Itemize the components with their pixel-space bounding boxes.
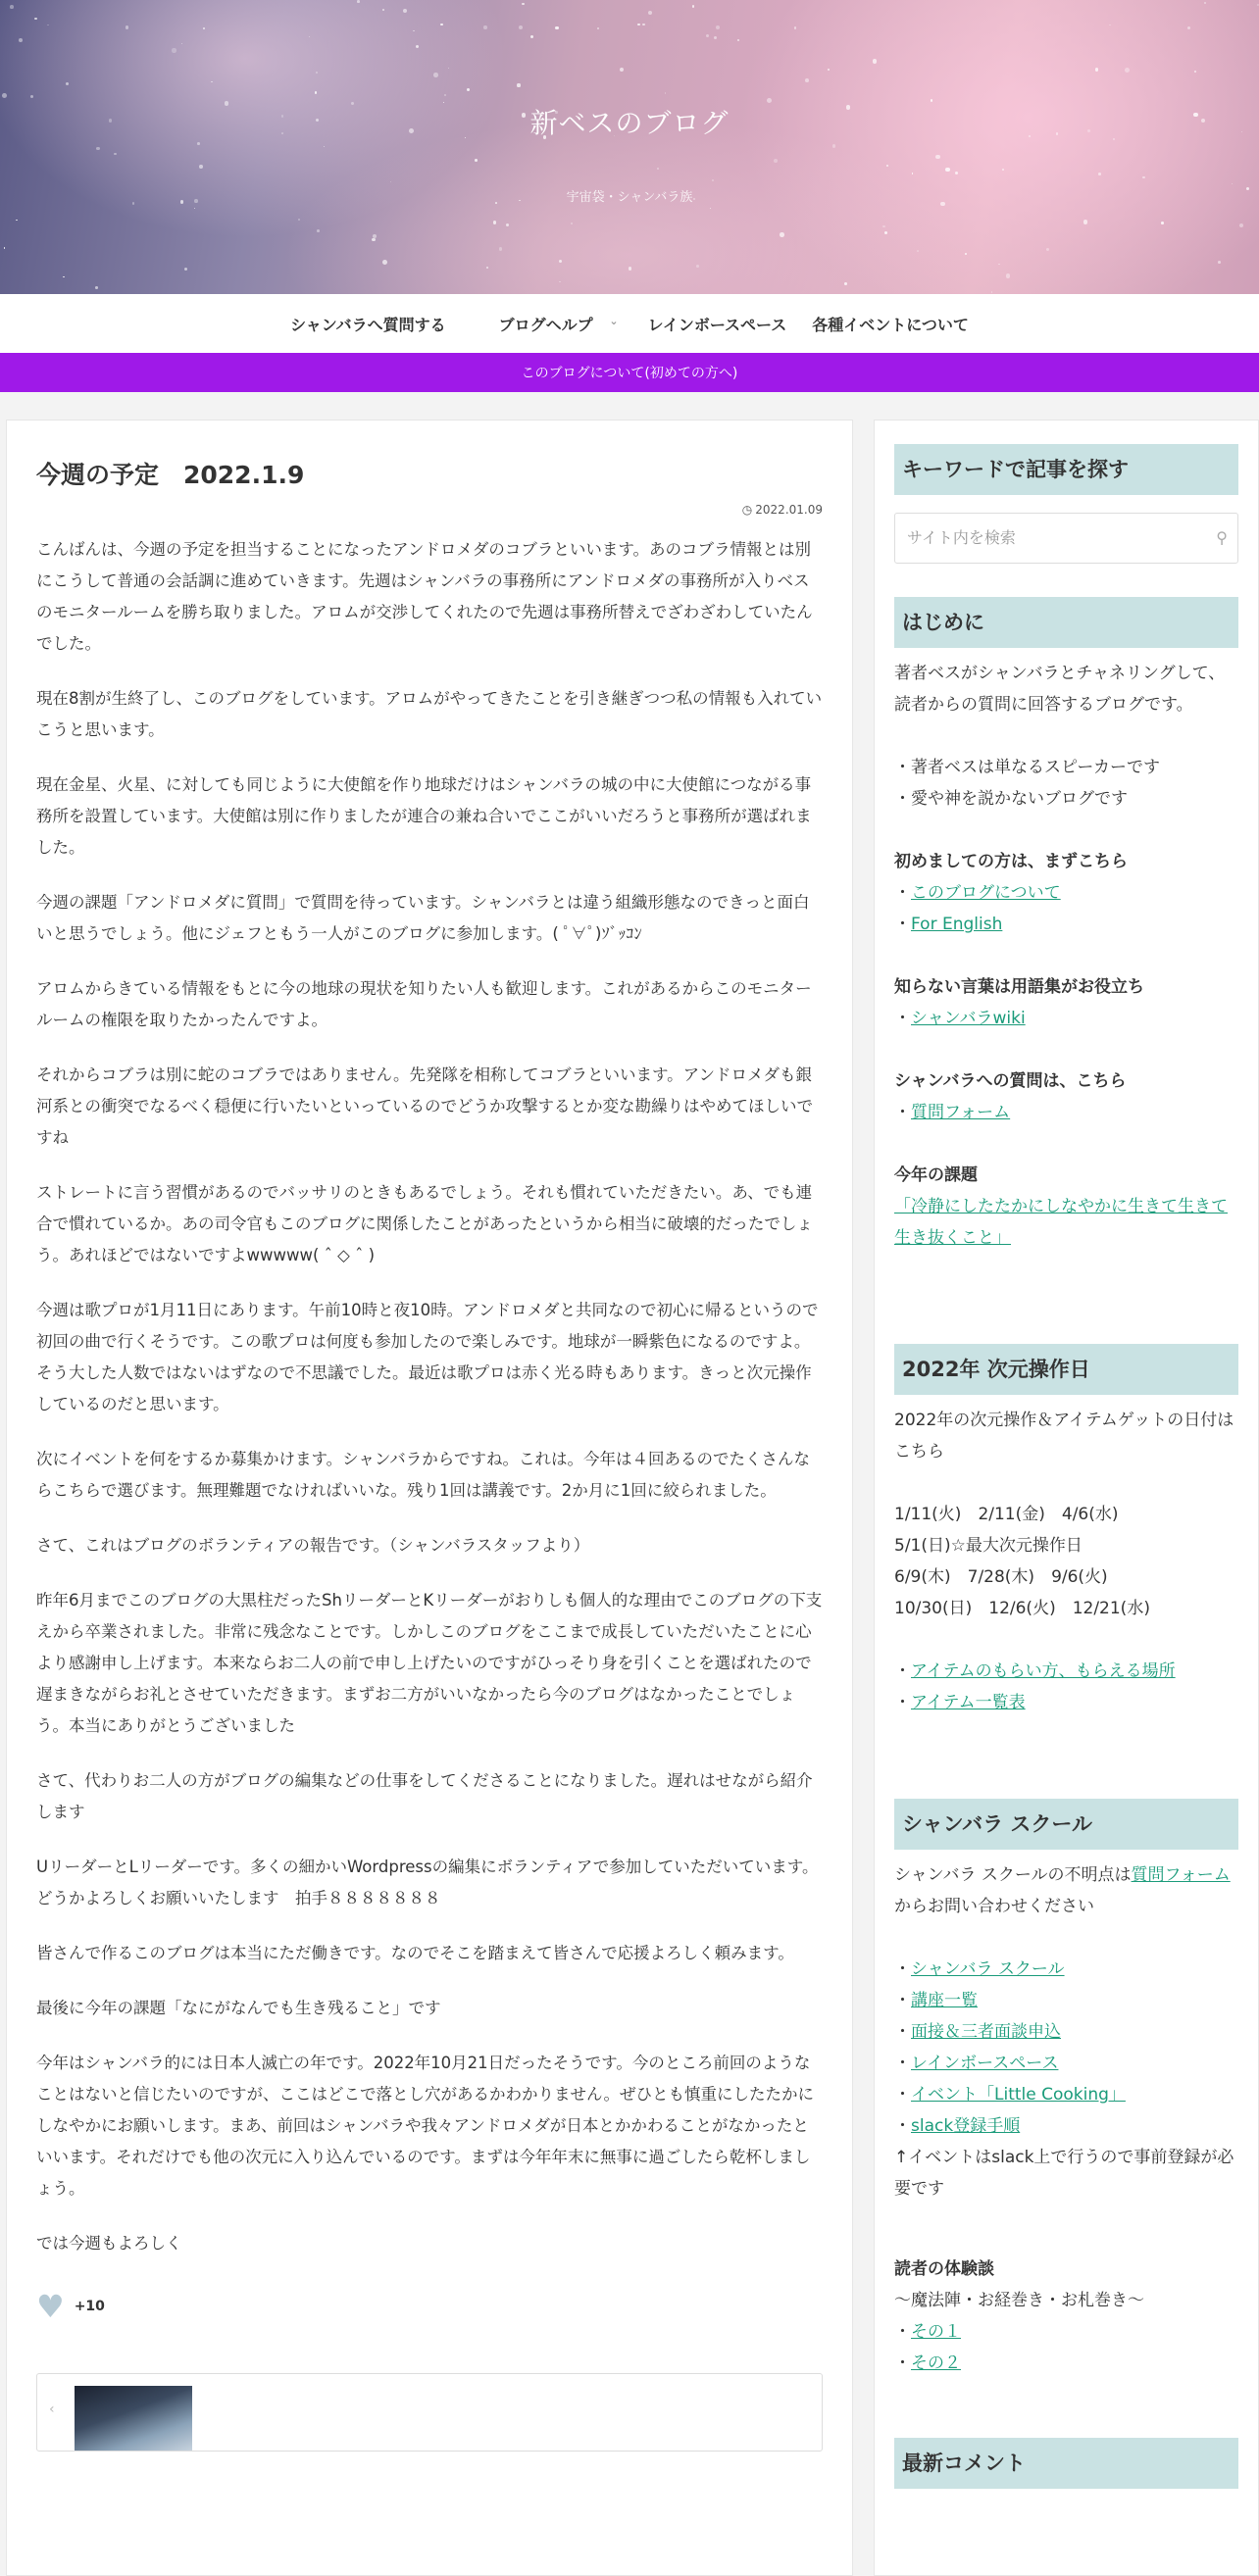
post-paragraph: さて、これはブログのボランティアの報告です。（シャンバラスタッフより） [36, 1536, 590, 1555]
related-post-thumbnail[interactable] [75, 2386, 192, 2452]
sparkle-dot [493, 221, 497, 224]
chevron-down-icon: ⌄ [609, 314, 619, 327]
sparkle-dot [991, 291, 992, 292]
search-placeholder: サイト内を検索 [907, 528, 1016, 547]
sparkle-dot [181, 43, 182, 44]
sparkle-dot [935, 155, 939, 159]
link-little-cooking[interactable]: イベント「Little Cooking」 [911, 2085, 1126, 2105]
sparkle-dot [597, 27, 599, 29]
sparkle-dot [448, 68, 449, 69]
link-course-list[interactable]: 講座一覧 [911, 1991, 978, 2010]
sparkle-dot [95, 286, 98, 289]
sparkle-dot [126, 25, 128, 28]
sparkle-dot [1095, 68, 1099, 72]
link-about-blog[interactable]: このブログについて [911, 883, 1061, 903]
dimension-date-row: 10/30(日) 12/6(火) 12/21(水) [894, 1599, 1150, 1618]
post-title: 今週の予定 2022.1.9 [36, 461, 305, 489]
sparkle-dot [648, 11, 653, 16]
sparkle-dot [710, 208, 711, 209]
sparkle-dot [737, 39, 739, 41]
like-button[interactable] [36, 2288, 823, 2325]
nav-item-events[interactable]: 各種イベントについて [812, 315, 969, 334]
reader-subheading: 〜魔法陣・お経巻き・お札巻き〜 [894, 2291, 1144, 2310]
sparkle-dot [47, 25, 49, 26]
sparkle-dot [716, 25, 721, 30]
sparkle-dot [642, 24, 644, 25]
sparkle-dot [1002, 169, 1004, 171]
post-paragraph: それからコブラは別に蛇のコブラではありません。先発隊を相称してコブラといいます。アンドロメダも銀河系との衝突でなるべく穏便に行いたいといっているのでどうか攻撃するとか変な勘繰りはやめてほしいですね [36, 1065, 813, 1147]
sparkle-dot [403, 9, 407, 13]
sparkle-dot [1204, 2, 1206, 4]
sparkle-dot [706, 34, 709, 37]
sparkle-dot [2, 93, 7, 98]
post-paragraph: 現在8割が生終了し、このブログをしています。アロムがやってきたことを引き継ぎつつ私の情報も入れていこうと思います。 [36, 689, 823, 739]
link-slack[interactable]: slack登録手順 [911, 2116, 1021, 2136]
link-question-form[interactable]: 質問フォーム [911, 1103, 1011, 1122]
school-text-post: からお問い合わせください [894, 1897, 1094, 1916]
sparkle-dot [475, 159, 478, 162]
link-shambhala-school[interactable]: シャンバラ スクール [911, 1959, 1065, 1979]
post-date [36, 503, 823, 517]
link-item-list[interactable]: アイテム一覧表 [911, 1693, 1026, 1712]
sparkle-dot [1232, 183, 1233, 184]
sparkle-dot [559, 281, 560, 282]
link-item-howto[interactable]: アイテムのもらい方、もらえる場所 [911, 1661, 1176, 1681]
widget-title-school: シャンバラ スクール [894, 1799, 1238, 1850]
post [7, 456, 852, 2452]
sparkle-dot [298, 219, 300, 221]
sparkle-dot [774, 159, 778, 163]
widget-title-search: キーワードで記事を探す [894, 444, 1238, 495]
sparkle-dot [530, 35, 533, 38]
sparkle-dot [316, 72, 318, 74]
sparkle-dot [912, 173, 914, 174]
sparkle-dot [96, 147, 100, 151]
sparkle-dot [486, 267, 488, 269]
sparkle-dot [416, 45, 419, 48]
sparkle-dot [517, 83, 520, 86]
sparkle-dot [433, 73, 438, 77]
sparkle-dot [211, 81, 213, 83]
related-post-card[interactable] [36, 2373, 823, 2452]
sparkle-dot [828, 69, 830, 71]
sparkle-dot [965, 253, 967, 255]
main-content [6, 420, 853, 2576]
nav-item-blog-help[interactable] [478, 313, 627, 335]
school-widget: シャンバラ スクールの不明点は質問フォームからお問い合わせください ・シャンバラ スクール ・講座一覧 ・面接＆三者面談申込 ・レインボースペース ・イベント「Little Cooking」 ・slack登録手順 ↑イベントはslack上で行うので事前登録が必要です 読者の体験談 〜魔法陣・お経巻き・お札巻き〜 ・その１ ・その２ [894, 1859, 1238, 2379]
sparkle-dot [30, 95, 33, 98]
sparkle-dot [184, 268, 188, 272]
search-icon[interactable]: ⚲ [1216, 528, 1228, 547]
post-paragraph: さて、代わりお二人の方がブログの編集などの仕事をしてくださることになりました。遅れはせながら紹介します [36, 1771, 813, 1821]
sparkle-dot [844, 282, 847, 285]
post-paragraph: UリーダーとLリーダーです。多くの細かいWordpressの編集にボランティアで参加していただいています。どうかよろしくお願いいたします 拍手８８８８８８８ [36, 1858, 819, 1907]
sparkle-dot [1161, 222, 1164, 224]
sparkle-dot [1083, 220, 1088, 224]
sparkle-dot [519, 25, 523, 29]
sparkle-dot [390, 181, 391, 182]
sparkle-dot [637, 24, 640, 26]
sparkle-dot [884, 231, 887, 234]
sparkle-dot [172, 48, 176, 52]
sparkle-dot [955, 172, 958, 174]
sparkle-dot [555, 26, 558, 29]
widget-title-recent-comments: 最新コメント [894, 2438, 1238, 2489]
sparkle-dot [873, 59, 877, 63]
sparkle-dot [10, 5, 14, 9]
post-body [36, 534, 823, 2259]
sparkle-dot [203, 27, 204, 28]
like-count: +10 [74, 2299, 105, 2314]
chevron-left-icon[interactable]: ‹ [49, 2402, 55, 2417]
sparkle-dot [506, 223, 509, 226]
dimension-text: 2022年の次元操作＆アイテムゲットの日付はこちら [894, 1411, 1234, 1461]
sparkle-dot [467, 88, 471, 92]
sparkle-dot [629, 267, 632, 271]
sparkle-dot [692, 5, 695, 8]
reader-heading: 読者の体験談 [894, 2259, 994, 2279]
sparkle-dot [357, 0, 360, 3]
sparkle-dot [63, 276, 65, 278]
sparkle-dot [309, 36, 310, 37]
sparkle-dot [444, 94, 446, 96]
sparkle-dot [34, 18, 36, 20]
sparkle-dot [917, 250, 919, 252]
dimension-date-row: 1/11(火) 2/11(金) 4/6(水) [894, 1505, 1119, 1524]
link-reader-2[interactable]: その２ [911, 2353, 961, 2373]
link-rainbow-space[interactable]: レインボースペース [911, 2054, 1059, 2073]
sparkle-dot [1006, 273, 1011, 278]
sparkle-dot [324, 146, 325, 147]
sparkle-dot [886, 165, 888, 167]
post-paragraph: 最後に今年の課題「なにがなんでも生き残ること」です [36, 1999, 441, 2017]
post-paragraph: 今年はシャンバラ的には日本人滅亡の年です。2022年10月21日だったそうです。今のところ前回のようなことはないと信じたいのですが、ここはどこで落とし穴があるかわかりません。ぜひとも慎重にしたたかにしなやかにお願いします。まあ、前回はシャンバラや我々アンドロメダが日本とかかわることがなかったといいます。それだけでも他の次元に入り込んでいるのです。まずは今年年末に無事に過ごしたら乾杯しましょう。 [36, 2054, 814, 2198]
sparkle-dot [1125, 68, 1130, 73]
sparkle-dot [620, 68, 624, 72]
sparkle-dot [194, 208, 195, 209]
sparkle-dot [114, 153, 117, 156]
widget-title-dimension: 2022年 次元操作日 [894, 1344, 1238, 1395]
sparkle-dot [714, 36, 717, 39]
first-visit-heading: 初めましての方は、まずこちら [894, 852, 1128, 871]
sparkle-dot [413, 30, 414, 31]
sparkle-dot [832, 144, 835, 147]
yearly-theme-heading: 今年の課題 [894, 1165, 978, 1185]
sparkle-dot [805, 78, 809, 82]
sidebar [874, 420, 1259, 2576]
post-paragraph: ストレートに言う習慣があるのでバッサリのときもあるでしょう。それも慣れていただきたい。あ、でも連合で慣れているか。あの司令官もこのブログに関係したことがあったというから相当に破壊的だったでしょう。あれほどではないですよwwwww( ˆ ◇ ˆ ) [36, 1183, 813, 1264]
notice-bar[interactable] [0, 353, 1259, 392]
post-paragraph: では今週もよろしく [36, 2234, 182, 2253]
global-nav [0, 294, 1259, 353]
nav-item-rainbow-space[interactable]: レインボースペース [647, 315, 787, 334]
link-for-english[interactable]: For English [911, 915, 1003, 934]
nav-item-label: ブログヘルプ [498, 315, 593, 334]
intro-bullet: ・愛や神を説かないブログです [894, 789, 1128, 809]
sparkle-dot [1218, 261, 1221, 264]
post-paragraph: 昨年6月までこのブログの大黒柱だったShリーダーとKリーダーがおりしも個人的な理由でこのブログの下支えから卒業されました。非常に残念なことです。しかしこのブログをここまで成長していただいたことに心より感謝申し上げます。本来ならお二人の前で申し上げたいのですがひっそり身を引くことを選ばれたので遅まきながらお礼とさせていただきます。まずお二方がいいなかったら今のブログはなかったことでしょう。本当にありがとうございました [36, 1591, 823, 1735]
intro-bullet: ・著者ベスは単なるスピーカーです [894, 758, 1160, 777]
intro-widget: 著者ベスがシャンバラとチャネリングして、読者からの質問に回答するブログです。 ・著者ベスは単なるスピーカーです ・愛や神を説かないブログです 初めましての方は、まずこちら ・このブログについて ・For English 知らない言葉は用語集がお役立ち ・シャンバラwiki シャンバラへの質問は、こちら ・質問フォーム 今年の課題 「冷静にしたたかにしなやかに生きて生きて生き抜くこと」 [894, 658, 1238, 1254]
dimension-date-row: 6/9(木) 7/28(木) 9/6(火) [894, 1567, 1108, 1587]
sparkle-dot [780, 232, 784, 237]
sparkle-dot [1046, 248, 1049, 251]
site-tagline: 宇宙袋・シャンバラ族 [566, 190, 693, 205]
sparkle-dot [199, 165, 203, 169]
post-paragraph: アロムからきている情報をもとに今の地球の現状を知りたい人も歓迎します。これがあるからこのモニタールームの権限を取りたかったんですよ。 [36, 979, 812, 1029]
sparkle-dot [1194, 71, 1196, 73]
post-date-text: 2022.01.09 [755, 503, 823, 517]
notice-link[interactable]: このブログについて(初めての方へ) [521, 366, 738, 381]
sparkle-dot [315, 91, 318, 94]
sparkle-dot [794, 26, 796, 28]
sparkle-dot [1098, 173, 1101, 175]
intro-text: 著者ベスがシャンバラとチャネリングして、読者からの質問に回答するブログです。 [894, 664, 1226, 715]
sparkle-dot [372, 238, 375, 241]
sparkle-dot [483, 25, 486, 28]
sparkle-dot [317, 229, 320, 232]
dimension-date-row: 5/1(日)☆最大次元操作日 [894, 1536, 1083, 1556]
post-paragraph: こんばんは、今週の予定を担当することになったアンドロメダのコブラといいます。あのコブラ情報とは別にこうして普通の会話調に進めていきます。先週はシャンバラの事務所にアンドロメダの事務所が入りベスのモニタールームを勝ち取りました。アロムが交渉してくれたので先週は事務所替えでざわざわしていたんでした。 [36, 540, 813, 653]
sparkle-dot [712, 179, 714, 181]
search-input[interactable] [894, 513, 1238, 564]
nav-item-question[interactable]: シャンバラへ質問する [290, 315, 446, 334]
sparkle-dot [66, 82, 69, 85]
heart-icon: ♥ [36, 2288, 65, 2325]
sparkle-dot [499, 247, 503, 251]
sparkle-dot [382, 9, 384, 11]
sparkle-dot [522, 3, 525, 6]
link-interview[interactable]: 面接＆三者面談申込 [911, 2022, 1061, 2042]
sparkle-dot [1142, 176, 1144, 178]
site-title[interactable]: 新ベスのブログ [529, 107, 730, 139]
widget-title-intro: はじめに [894, 597, 1238, 648]
post-paragraph: 次にイベントを何をするか募集かけます。シャンバラからですね。これは。今年は４回あるのでたくさんならこちらで選びます。無理難題でなければいいな。残り1回は講義です。2か月に1回に絞られました。 [36, 1450, 811, 1500]
clock-icon: ◷ [741, 503, 753, 517]
sparkle-dot [998, 264, 1000, 266]
sparkle-dot [4, 247, 6, 249]
glossary-heading: 知らない言葉は用語集がお役立ち [894, 977, 1144, 997]
post-paragraph: 今週の課題「アンドロメダに質問」で質問を待っています。シャンバラとは違う組織形態なのできっと面白いと思うでしょう。他にジェフともう一人がこのブログに参加します。( ﾟ∀ﾟ)ｿﾞｯｺﾝ [36, 893, 810, 943]
sparkle-dot [197, 142, 200, 145]
post-paragraph: 今週は歌プロが1月11日にあります。午前10時と夜10時。アンドロメダと共同なので初心に帰るというので初回の曲で行くそうです。この歌プロは何度も参加したので楽しみです。地球が一瞬紫色になるのですよ。そう大した人数ではないはずなので不思議でした。最近は歌プロは赤く光る時もあります。きっと次元操作しているのだと思います。 [36, 1301, 819, 1413]
sparkle-dot [19, 38, 23, 42]
sparkle-dot [945, 168, 949, 172]
link-reader-1[interactable]: その１ [911, 2322, 961, 2342]
post-paragraph: 現在金星、火星、に対しても同じように大使館を作り地球だけはシャンバラの城の中に大使館につながる事務所を設置しています。大使館は別に作りましたが連合の兼ね合いでここがいいだろうと事務所が選ばれました。 [36, 775, 812, 857]
school-note: ↑イベントはslack上で行うので事前登録が必要です [894, 2148, 1234, 2199]
sparkle-dot [665, 92, 667, 94]
sparkle-dot [382, 260, 387, 265]
dimension-widget: 2022年の次元操作＆アイテムゲットの日付はこちら 1/11(火) 2/11(金) 4/6(水) 5/1(日)☆最大次元操作日 6/9(木) 7/28(木) 9/6(火) 10/30(日) 12/6(火) 12/21(水) ・アイテムのもらい方、もらえる場所 ・アイテム一覧表 [894, 1405, 1238, 1718]
site-header [0, 0, 1259, 294]
sparkle-dot [657, 168, 659, 170]
post-paragraph: 皆さんで作るこのブログは本当にただ働きです。なのでそこを踏まえて皆さんで応援よろしく頼みます。 [36, 1944, 794, 1962]
sparkle-dot [882, 225, 885, 228]
school-text-pre: シャンバラ スクールの不明点は [894, 1865, 1132, 1885]
sparkle-dot [1187, 26, 1190, 29]
sparkle-dot [559, 260, 562, 263]
sparkle-dot [16, 220, 18, 222]
question-heading: シャンバラへの質問は、こちら [894, 1071, 1127, 1091]
link-school-question-form[interactable]: 質問フォーム [1131, 1865, 1231, 1885]
sparkle-dot [440, 24, 442, 25]
sparkle-dot [1239, 223, 1243, 227]
link-shambhala-wiki[interactable]: シャンバラwiki [911, 1009, 1026, 1028]
link-yearly-theme[interactable]: 「冷静にしたたかにしなやかに生きて生きて生き抜くこと」 [894, 1197, 1228, 1248]
sparkle-dot [696, 265, 699, 268]
